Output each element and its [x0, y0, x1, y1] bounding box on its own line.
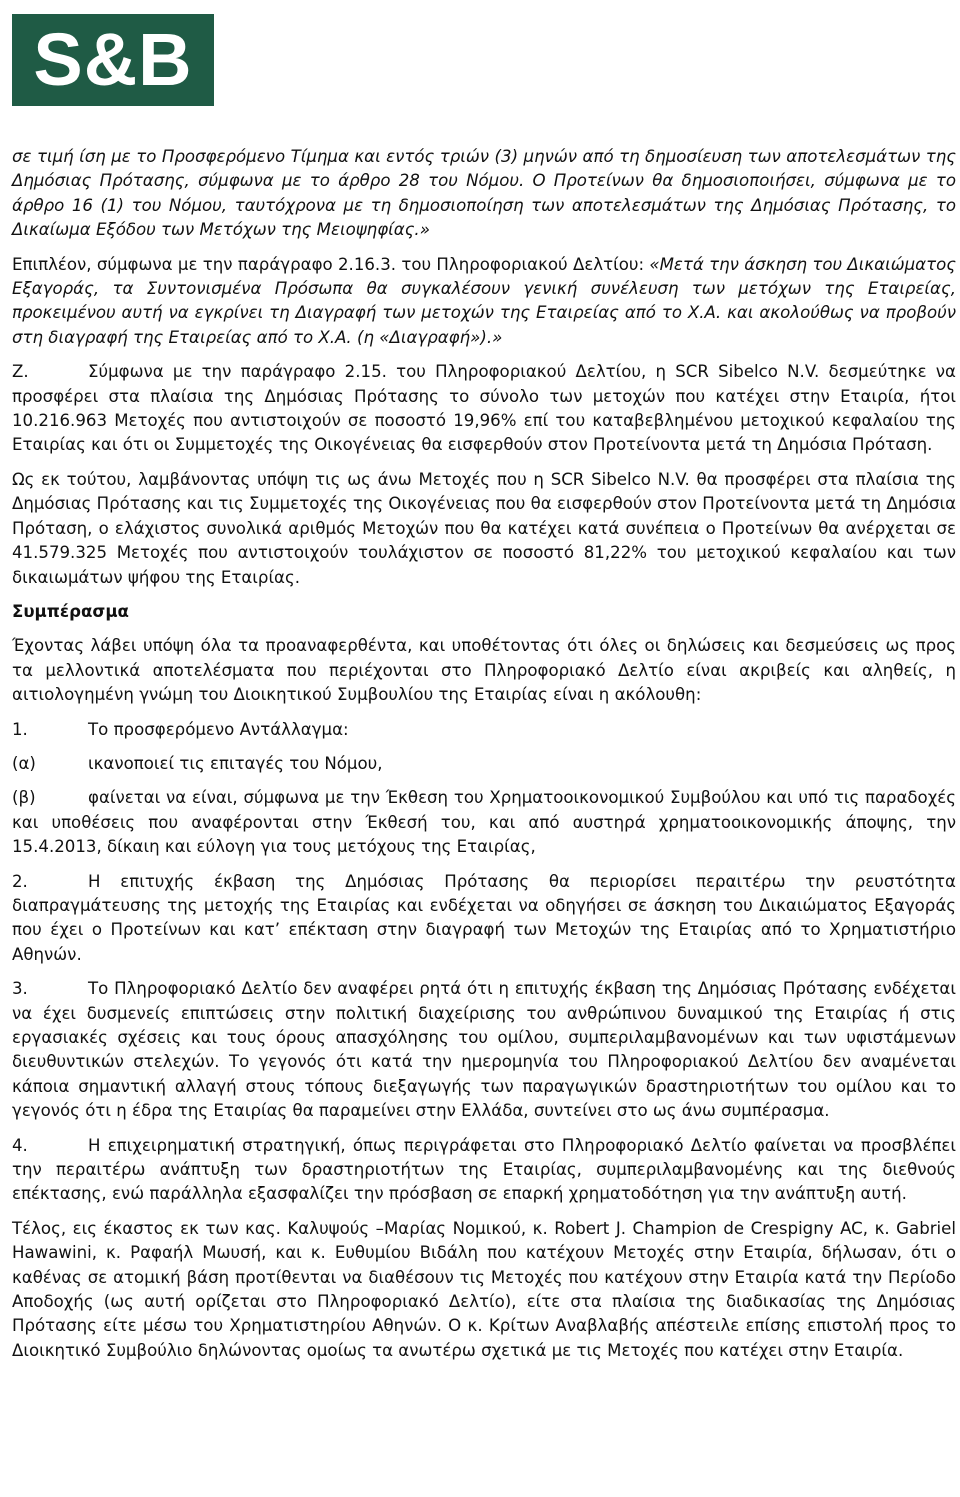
list-item-number: (α) — [12, 753, 36, 773]
paragraph-delisting — [12, 253, 956, 351]
list-item-text: φαίνεται να είναι, σύμφωνα με την Έκθεση του Χρηματοοικονομικού Συμβούλου και υπό τις παραδοχές και υποθέσεις που αναφέρονται στην Έκθεσή του, και από αυστηρά χρηματοοικονομικής άποψης, την 15.4.2013, δίκαιη και εύλογη για τους μετόχους της Εταιρίας, — [12, 788, 956, 857]
list-item-text: Το Πληροφοριακό Δελτίο δεν αναφέρει ρητά ότι η επιτυχής έκβαση της Δημόσιας Πρότασης ενδέχεται να έχει δυσμενείς επιπτώσεις στην πολιτική διαχείρισης του ανθρώπινου δυναμικού της Εταιρίας ή στις εργασιακές σχέσεις και τους όρους απασχόλησης του ομίλου, συμπεριλαμβανομένων και των υφιστάμενων διευθυντικών στελεχών. Το γεγονός ότι κατά την ημερομηνία του Πληροφοριακού Δελτίου δεν αναμένεται κάποια σημαντική αλλαγή στους τόπους διεξαγωγής των παραγωγικών δραστηριοτήτων του ομίλου και το γεγονός ότι η έδρα της Εταιρίας θα παραμείνει στην Ελλάδα, συντείνει στο ως άνω συμπέρασμα. — [12, 979, 956, 1121]
list-item-text: Το προσφερόμενο Αντάλλαγμα: — [88, 719, 349, 739]
list-item — [12, 1134, 956, 1207]
section-heading-conclusion: Συμπέρασμα — [12, 601, 129, 621]
paragraph-opinion-intro: Έχοντας λάβει υπόψη όλα τα προαναφερθέντα, και υποθέτοντας ότι όλες οι δηλώσεις και δεσμεύσεις ως προς τα μελλοντικά αποτελέσματα που περιέχονται στο Πληροφοριακό Δελτίο είναι ακριβείς και αληθείς, η αιτιολογημένη γνώμη του Διοικητικού Συμβουλίου της Εταιρίας είναι η ακόλουθη: — [12, 636, 956, 705]
list-item-text: Η επιτυχής έκβαση της Δημόσιας Πρότασης θα περιορίσει περαιτέρω την ρευστότητα διαπραγμάτευσης της μετοχής της Εταιρίας και ενδέχεται να οδηγήσει σε άσκηση του Δικαιώματος Εξαγοράς που έχει ο Προτείνων και κατ’ επέκταση στην διαγραφή των Μετοχών της Εταιρίας από το Χρηματιστήριο Αθηνών. — [12, 871, 956, 964]
document-body — [12, 145, 956, 1373]
company-logo: S&B — [12, 14, 214, 106]
list-item — [12, 718, 956, 742]
list-item-number: (β) — [12, 788, 36, 808]
paragraph-z-label: Ζ. — [12, 362, 29, 382]
list-item — [12, 786, 956, 859]
list-item — [12, 977, 956, 1123]
list-item-text: ικανοποιεί τις επιταγές του Νόμου, — [88, 753, 383, 773]
list-item-number: 2. — [12, 871, 28, 891]
list-item-text: Η επιχειρηματική στρατηγική, όπως περιγράφεται στο Πληροφοριακό Δελτίο φαίνεται να προσβλέπει την περαιτέρω ανάπτυξη των δραστηριοτήτων της Εταιρίας, συμπεριλαμβανομένης και της διεθνούς επέκτασης, ενώ παράλληλα εξασφαλίζει την πρόσβαση σε επαρκή χρηματοδότηση για την ανάπτυξη αυτή. — [12, 1135, 956, 1204]
list-item — [12, 752, 956, 776]
paragraph-directors-declaration: Τέλος, εις έκαστος εκ των κας. Καλυψούς –Μαρίας Νομικού, κ. Robert J. Champion de Crespigny AC, κ. Gabriel Hawawini, κ. Ραφαήλ Μωυσή, και κ. Ευθυμίου Βιδάλη που κατέχουν Μετοχές στην Εταιρία, δήλωσαν, ότι ο καθένας σε ατομική βάση προτίθενται να διαθέσουν τις Μετοχές που κατέχουν στην Εταιρία κατά την Περίοδο Αποδοχής (ως αυτή ορίζεται στο Πληροφοριακό Δελτίο), είτε στα πλαίσια της διαδικασίας της Δημόσιας Πρότασης είτε μέσω του Χρηματιστηρίου Αθηνών. Ο κ. Κρίτων Αναβλαβής απέστειλε επίσης επιστολή προς το Διοικητικό Συμβούλιο δηλώνοντας ομοίως τα ανωτέρω σχετικά με τις Μετοχές που κατέχει στην Εταιρία. — [12, 1218, 956, 1360]
list-item-number: 1. — [12, 719, 28, 739]
delisting-quote: «Μετά την άσκηση του Δικαιώματος Εξαγοράς, τα Συντονισμένα Πρόσωπα θα συγκαλέσουν γενική συνέλευση των μετόχων της Εταιρείας, προκειμένου αυτή να εγκρίνει τη Διαγραφή των μετοχών της Εταιρείας από το Χ.Α. και ακολούθως να προβούν στη διαγραφή της Εταιρείας από το Χ.Α. (η «Διαγραφή»).» — [12, 254, 956, 347]
paragraph-z-text: Σύμφωνα με την παράγραφο 2.15. του Πληροφοριακού Δελτίου, η SCR Sibelco N.V. δεσμεύτηκε να προσφέρει στα πλαίσια της Δημόσιας Πρότασης το σύνολο των μετοχών που κατέχει στην Εταιρία, ήτοι 10.216.963 Μετοχές που αντιστοιχούν σε ποσοστό 19,96% επί του καταβεβλημένου μετοχικού κεφαλαίου της Εταιρίας και ότι οι Συμμετοχές της Οικογένειας θα εισφερθούν στον Προτείνοντα μετά τη Δημόσια Πρόταση. — [12, 362, 956, 455]
paragraph-exit-right: σε τιμή ίση με το Προσφερόμενο Τίμημα και εντός τριών (3) μηνών από τη δημοσίευση των αποτελεσμάτων της Δημόσιας Πρότασης, σύμφωνα με το άρθρο 28 του Νόμου. Ο Προτείνων θα δημοσιοποιήσει, σύμφωνα με το άρθρο 16 (1) του Νόμου, ταυτόχρονα με τη δημοσιοποίηση των αποτελεσμάτων της Δημόσιας Πρότασης, το Δικαίωμα Εξόδου των Μετόχων της Μειοψηφίας.» — [12, 147, 956, 240]
list-item — [12, 870, 956, 968]
list-item-number: 4. — [12, 1135, 28, 1155]
paragraph-z — [12, 360, 956, 458]
delisting-intro: Επιπλέον, σύμφωνα με την παράγραφο 2.16.3. του Πληροφοριακού Δελτίου: — [12, 254, 650, 274]
paragraph-minimum-shares: Ως εκ τούτου, λαμβάνοντας υπόψη τις ως άνω Μετοχές που η SCR Sibelco N.V. θα προσφέρει στα πλαίσια της Δημόσιας Πρότασης και τις Συμμετοχές της Οικογένειας που θα εισφερθούν στον Προτείνοντα μετά τη Δημόσια Πρόταση, ο ελάχιστος συνολικά αριθμός Μετοχών που θα κατέχει κατά συνέπεια ο Προτείνων θα ανέρχεται σε 41.579.325 Μετοχές που αντιστοιχούν τουλάχιστον σε ποσοστό 81,22% του μετοχικού κεφαλαίου και των δικαιωμάτων ψήφου της Εταιρίας. — [12, 469, 957, 587]
list-item-number: 3. — [12, 979, 28, 999]
